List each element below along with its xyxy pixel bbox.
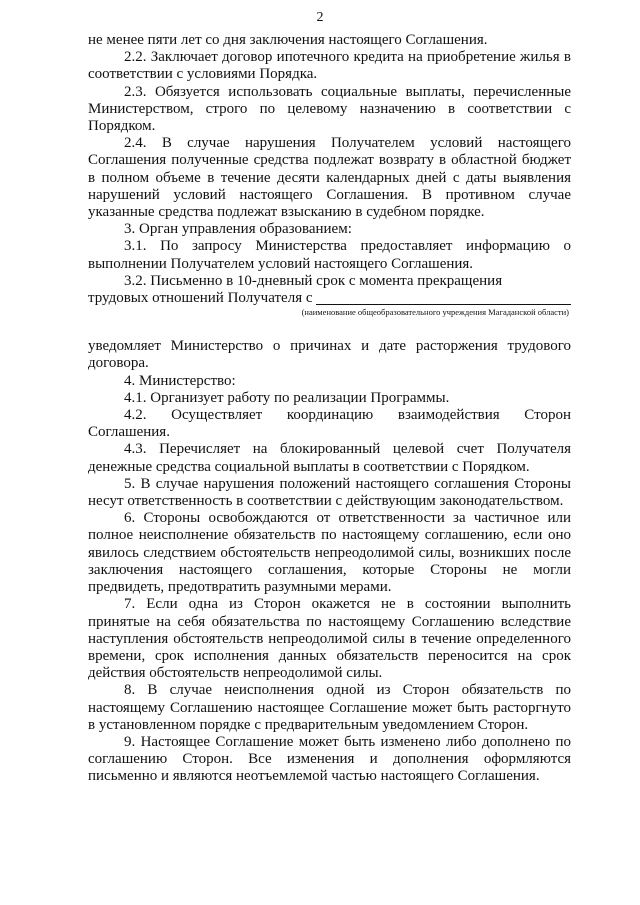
paragraph-3-1: 3.1. По запросу Министерства предоставляет информацию о выполнении Получателем условий настоящего Соглашения. xyxy=(88,238,571,272)
paragraph-3-2-continuation: уведомляет Министерство о причинах и дате расторжения трудового договора. xyxy=(88,338,571,372)
agreement-text xyxy=(88,32,571,786)
employer-blank-field xyxy=(316,291,571,305)
paragraph-7: 7. Если одна из Сторон окажется не в состоянии выполнить принятые на себя обязательства по настоящему Соглашению вследствие наступления обстоятельств непреодолимой силы в течение определенного времени, срок исполнения данных обязательств переносится на срок действия обстоятельств непреодолимой силы. xyxy=(88,596,571,682)
paragraph-8: 8. В случае неисполнения одной из Сторон обязательств по настоящему Соглашению настоящее Соглашение может быть расторгнуто в установленном порядке с предварительным уведомлением Сторон. xyxy=(88,682,571,733)
paragraph-2-4: 2.4. В случае нарушения Получателем условий настоящего Соглашения полученные средства подлежат возврату в областной бюджет в полном объеме в течение десяти календарных дней с даты выявления нарушений условий настоящего Соглашения. В противном случае указанные средства подлежат взысканию в судебном порядке. xyxy=(88,135,571,221)
paragraph-4-3: 4.3. Перечисляет на блокированный целевой счет Получателя денежные средства социальной выплаты в соответствии с Порядком. xyxy=(88,441,571,475)
section-3-heading: 3. Орган управления образованием: xyxy=(124,221,352,238)
paragraph-4-1: 4.1. Организует работу по реализации Программы. xyxy=(124,389,450,406)
paragraph-5: 5. В случае нарушения положений настоящего соглашения Стороны несут ответственность в соответствии с действующим законодательством. xyxy=(88,475,571,510)
paragraph-4-2: 4.2. Осуществляет координацию взаимодействия Сторон Соглашения. xyxy=(88,407,571,441)
recipient-employer-label: трудовых отношений Получателя с xyxy=(88,290,313,307)
employer-blank-caption: (наименование общеобразовательного учреждения Магаданской области) xyxy=(301,307,569,318)
section-4-heading: 4. Министерство: xyxy=(124,372,236,389)
paragraph-2-3: 2.3. Обязуется использовать социальные выплаты, перечисленные Министерством, строго по целевому назначению в соответствии с Порядком. xyxy=(88,83,571,135)
paragraph-2-1-continuation: не менее пяти лет со дня заключения настоящего Соглашения. xyxy=(88,32,488,48)
paragraph-9: 9. Настоящее Соглашение может быть изменено либо дополнено по соглашению Сторон. Все изменения и дополнения оформляются письменно и являются неотъемлемой частью настоящего Соглашения. xyxy=(88,733,571,785)
paragraph-6: 6. Стороны освобождаются от ответственности за частичное или полное неисполнение обязательств по настоящему соглашению, если оно явилось следствием обстоятельств непреодолимой силы, возникших после заключения настоящего соглашения, которые Стороны не могли предвидеть, предотвратить разумными мерами. xyxy=(88,510,571,596)
page-number: 2 xyxy=(316,10,324,25)
paragraph-3-2: 3.2. Письменно в 10-дневный срок с момента прекращения xyxy=(124,272,503,289)
recipient-employer-line xyxy=(88,290,571,307)
paragraph-2-2: 2.2. Заключает договор ипотечного кредита на приобретение жилья в соответствии с условиями Порядка. xyxy=(88,49,571,83)
